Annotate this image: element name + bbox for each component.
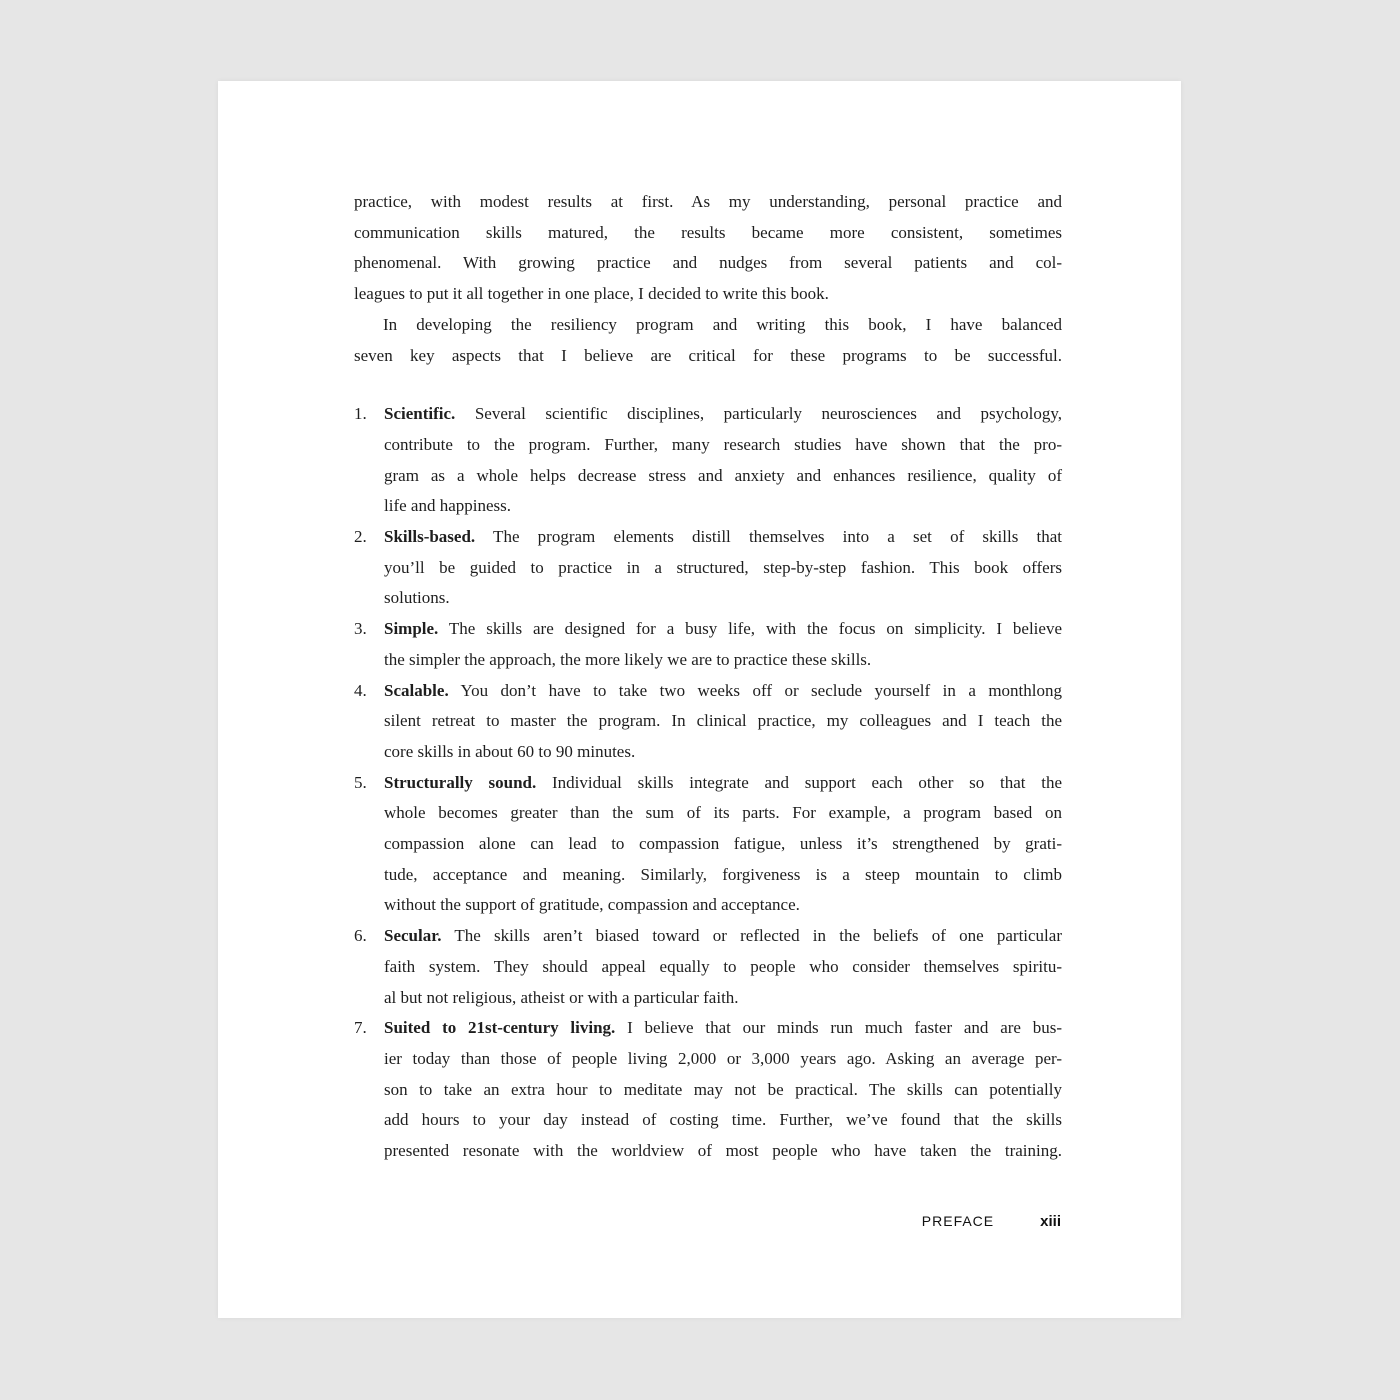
list-item-term: Secular. (384, 926, 442, 946)
list-item-text (384, 768, 1062, 922)
list-item-text (384, 522, 1062, 614)
text-line: Structurally sound. Individual skills integrate and support each other so that the (384, 772, 1062, 792)
list-item (354, 614, 1062, 675)
paragraph (354, 187, 1062, 310)
list-item-term: Simple. (384, 619, 439, 639)
text-line: life and happiness. (384, 496, 511, 516)
text-line: contribute to the program. Further, many research studies have shown that the pro- (384, 434, 1062, 454)
list-item-term: Suited to 21st-century living. (384, 1018, 616, 1038)
list-item-term: Scientific. (384, 404, 456, 424)
list-item-text (384, 676, 1062, 768)
text-line: ier today than those of people living 2,000 or 3,000 years ago. Asking an average per- (384, 1048, 1062, 1068)
list-item-number: 4. (354, 680, 367, 700)
list-item (354, 676, 1062, 768)
text-line: Skills-based. The program elements distill themselves into a set of skills that (384, 527, 1062, 547)
list-item-text (384, 614, 1062, 675)
text-line: son to take an extra hour to meditate may not be practical. The skills can potentially (384, 1079, 1062, 1099)
text-line: phenomenal. With growing practice and nudges from several patients and col- (354, 253, 1062, 273)
text-line: communication skills matured, the results became more consistent, sometimes (354, 222, 1062, 242)
text-line: Secular. The skills aren’t biased toward or reflected in the beliefs of one particular (384, 926, 1062, 946)
text-line: Scalable. You don’t have to take two weeks off or seclude yourself in a monthlong (384, 680, 1062, 700)
text-line: solutions. (384, 588, 450, 608)
text-line: al but not religious, atheist or with a particular faith. (384, 987, 739, 1007)
list-item (354, 921, 1062, 1013)
list-item (354, 1013, 1062, 1167)
paragraph (354, 310, 1062, 371)
text-line: Scientific. Several scientific disciplines, particularly neurosciences and psychology, (384, 404, 1062, 424)
page-content (354, 187, 1062, 1167)
footer-section-label: PREFACE (921, 1213, 995, 1229)
list-item-term: Skills-based. (384, 527, 476, 547)
text-line: practice, with modest results at first. As my understanding, personal practice and (354, 192, 1062, 211)
text-line: seven key aspects that I believe are critical for these programs to be successful. (354, 345, 1062, 365)
list-item (354, 399, 1062, 522)
text-line: compassion alone can lead to compassion fatigue, unless it’s strengthened by grati- (384, 834, 1062, 854)
page-footer (922, 1213, 1061, 1230)
list-item-text (384, 399, 1062, 522)
text-line: In developing the resiliency program and writing this book, I have balanced (383, 314, 1062, 334)
list-item-number: 5. (354, 772, 367, 792)
footer-page-number: xiii (1040, 1213, 1061, 1230)
text-line: leagues to put it all together in one place, I decided to write this book. (354, 284, 829, 304)
list-item-number: 6. (354, 926, 367, 946)
list-item-number: 3. (354, 619, 367, 639)
list-item (354, 522, 1062, 614)
list-item-number: 2. (354, 527, 367, 547)
list-item-text (384, 921, 1062, 1013)
list-item-number: 7. (354, 1018, 367, 1038)
text-line: you’ll be guided to practice in a structured, step-by-step fashion. This book offers (384, 557, 1062, 577)
book-page (218, 81, 1181, 1318)
text-line: without the support of gratitude, compassion and acceptance. (384, 895, 800, 915)
text-line: add hours to your day instead of costing time. Further, we’ve found that the skills (384, 1110, 1062, 1130)
text-line: silent retreat to master the program. In clinical practice, my colleagues and I teach the (384, 711, 1062, 731)
text-line: gram as a whole helps decrease stress and anxiety and enhances resilience, quality of (384, 465, 1062, 485)
text-line: presented resonate with the worldview of most people who have taken the training. (384, 1141, 1062, 1161)
list-item-text (384, 1013, 1062, 1167)
text-line: tude, acceptance and meaning. Similarly, forgiveness is a steep mountain to climb (384, 864, 1062, 884)
list-item-number: 1. (354, 404, 367, 424)
text-line: Suited to 21st-century living. I believe that our minds run much faster and are bus- (384, 1018, 1062, 1038)
list-item-term: Structurally sound. (384, 772, 537, 792)
text-line: Simple. The skills are designed for a busy life, with the focus on simplicity. I believe (384, 619, 1062, 639)
text-line: faith system. They should appeal equally to people who consider themselves spiritu- (384, 956, 1062, 976)
text-line: the simpler the approach, the more likely we are to practice these skills. (384, 649, 872, 669)
list-item (354, 768, 1062, 922)
numbered-list (354, 399, 1062, 1167)
text-line: core skills in about 60 to 90 minutes. (384, 741, 636, 761)
list-item-term: Scalable. (384, 680, 449, 700)
text-line: whole becomes greater than the sum of its parts. For example, a program based on (384, 803, 1062, 823)
